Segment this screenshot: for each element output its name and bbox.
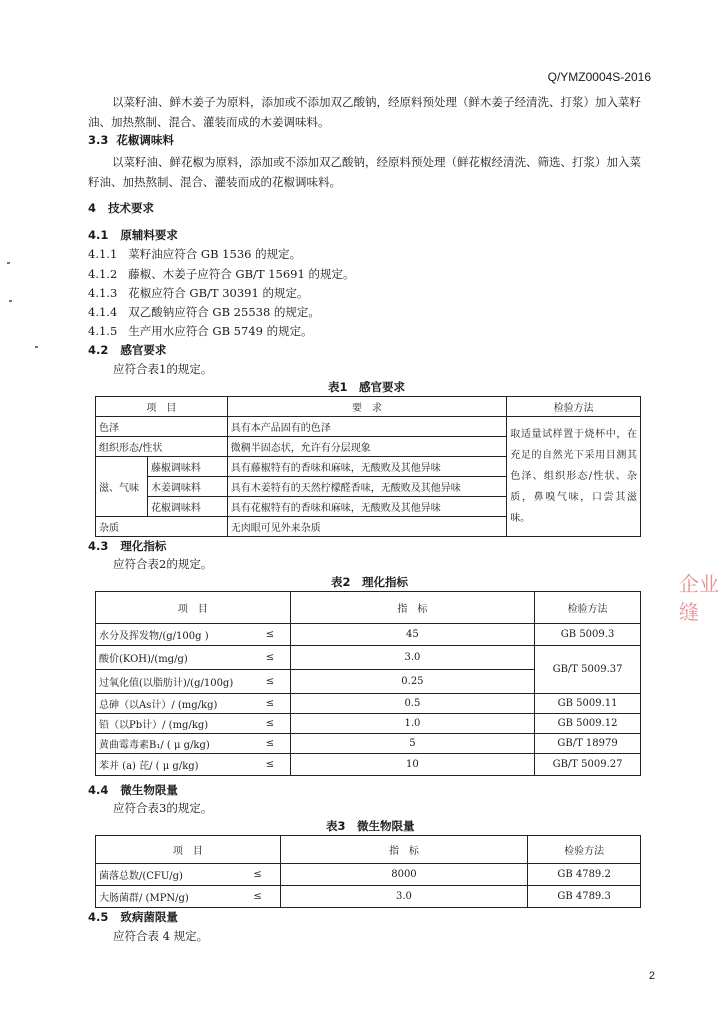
item-cell: 苯并 (a) 芘/ ( μ g/kg) xyxy=(96,754,251,776)
section-title: 原辅料要求 xyxy=(120,228,178,242)
method-cell: GB 5009.12 xyxy=(535,714,641,734)
value-cell: 0.25 xyxy=(290,670,534,694)
req-number: 4.1.4 xyxy=(88,305,118,319)
row-requirement: 具有藤椒特有的香味和麻味，无酸败及其他异味 xyxy=(227,457,506,477)
row-label: 杂质 xyxy=(96,517,228,537)
row-requirement: 具有木姜特有的天然柠檬醛香味，无酸败及其他异味 xyxy=(227,477,506,497)
req-text: 菜籽油应符合 GB 1536 的规定。 xyxy=(128,247,302,261)
stamp-text-1: 企业 xyxy=(679,572,719,596)
le-sign: ≤ xyxy=(250,754,290,776)
item-cell: 菌落总数/(CFU/g) xyxy=(96,864,236,886)
value-cell: 10 xyxy=(290,754,534,776)
section-number: 4 xyxy=(88,201,97,215)
table-row xyxy=(96,624,641,646)
method-cell: GB/T 18979 xyxy=(535,734,641,754)
method-cell: GB 4789.2 xyxy=(528,864,641,886)
section-4-heading xyxy=(88,200,154,216)
header-method: 检验方法 xyxy=(535,592,641,624)
item-cell: 铅（以Pb计）/ (mg/kg) xyxy=(96,714,251,734)
row-sublabel: 花椒调味料 xyxy=(147,497,227,517)
table-row xyxy=(96,886,641,908)
section-number: 4.3 xyxy=(88,539,109,553)
header-method: 检验方法 xyxy=(528,836,641,864)
item-cell: 酸价(KOH)/(mg/g) xyxy=(96,646,251,670)
section-number: 4.1 xyxy=(88,228,109,242)
method-cell: GB/T 5009.37 xyxy=(535,646,641,694)
req-4-1-1 xyxy=(88,246,301,262)
section-4-2-heading xyxy=(88,342,166,358)
header-index: 指 标 xyxy=(290,592,534,624)
section-4-3-heading xyxy=(88,538,166,554)
physchem-table xyxy=(95,591,641,776)
section-4-5-note: 应符合表 4 规定。 xyxy=(113,929,209,943)
row-requirement: 具有本产品固有的色泽 xyxy=(227,417,506,437)
row-sublabel: 木姜调味料 xyxy=(147,477,227,497)
le-sign: ≤ xyxy=(235,886,280,908)
req-4-1-2 xyxy=(88,266,354,282)
header-item: 项 目 xyxy=(96,592,291,624)
section-number: 4.5 xyxy=(88,910,109,924)
table1-caption: 表1 感官要求 xyxy=(328,380,406,394)
header-method: 检验方法 xyxy=(507,397,641,417)
section-4-2-note: 应符合表1的规定。 xyxy=(113,362,213,376)
value-cell: 3.0 xyxy=(290,646,534,670)
table-header-row xyxy=(96,397,641,417)
section-title: 感官要求 xyxy=(120,343,167,357)
header-requirement: 要 求 xyxy=(227,397,506,417)
section-number: 4.4 xyxy=(88,783,109,797)
value-cell: 3.0 xyxy=(280,886,527,908)
req-text: 双乙酸钠应符合 GB 25538 的规定。 xyxy=(128,305,320,319)
table-row xyxy=(96,754,641,776)
table-header-row xyxy=(96,836,641,864)
section-number: 3.3 xyxy=(88,133,109,147)
req-4-1-5 xyxy=(88,323,313,339)
le-sign: ≤ xyxy=(235,864,280,886)
le-sign: ≤ xyxy=(250,734,290,754)
section-title: 技术要求 xyxy=(108,201,155,215)
item-cell: 黄曲霉毒素B₁/ ( μ g/kg) xyxy=(96,734,251,754)
le-sign: ≤ xyxy=(250,714,290,734)
req-text: 花椒应符合 GB/T 30391 的规定。 xyxy=(128,286,309,300)
value-cell: 1.0 xyxy=(290,714,534,734)
section-4-1-heading xyxy=(88,227,178,243)
req-4-1-4 xyxy=(88,304,320,320)
table-row xyxy=(96,646,641,670)
section-title: 致病菌限量 xyxy=(120,910,178,924)
req-number: 4.1.3 xyxy=(88,286,118,300)
req-number: 4.1.5 xyxy=(88,324,118,338)
scan-speck xyxy=(7,262,10,264)
value-cell: 45 xyxy=(290,624,534,646)
method-cell: GB 5009.3 xyxy=(535,624,641,646)
row-label: 色泽 xyxy=(96,417,228,437)
table-row xyxy=(96,734,641,754)
item-cell: 水分及挥发物/(g/100g ) xyxy=(96,624,251,646)
section-title: 理化指标 xyxy=(120,539,167,553)
section-3-3-paragraph: 以菜籽油、鲜花椒为原料，添加或不添加双乙酸钠，经原料预处理（鲜花椒经清洗、筛选、打浆）加入菜籽油、加热熬制、混合、灌装而成的花椒调味料。 xyxy=(88,155,641,189)
row-sublabel: 藤椒调味料 xyxy=(147,457,227,477)
smell-label: 滋、气味 xyxy=(96,457,148,517)
row-requirement: 具有花椒特有的香味和麻味，无酸败及其他异味 xyxy=(227,497,506,517)
table-row xyxy=(96,417,641,437)
value-cell: 0.5 xyxy=(290,694,534,714)
header-index: 指 标 xyxy=(280,836,527,864)
section-4-5-heading xyxy=(88,909,178,925)
section-4-4-note: 应符合表3的规定。 xyxy=(113,801,213,815)
document-id: Q/YMZ0004S-2016 xyxy=(547,70,651,84)
le-sign: ≤ xyxy=(250,624,290,646)
table-header-row xyxy=(96,592,641,624)
req-text: 生产用水应符合 GB 5749 的规定。 xyxy=(128,324,313,338)
section-4-3-note: 应符合表2的规定。 xyxy=(113,557,213,571)
method-cell: GB/T 5009.27 xyxy=(535,754,641,776)
section-4-4-heading xyxy=(88,782,178,798)
value-cell: 5 xyxy=(290,734,534,754)
row-requirement: 微稠半固态状，允许有分层现象 xyxy=(227,437,506,457)
stamp-text-2: 缝 xyxy=(679,600,699,624)
section-number: 4.2 xyxy=(88,343,109,357)
method-cell: GB 5009.11 xyxy=(535,694,641,714)
header-item: 项 目 xyxy=(96,397,228,417)
req-4-1-3 xyxy=(88,285,308,301)
row-label: 组织形态/性状 xyxy=(96,437,228,457)
intro-paragraph: 以菜籽油、鲜木姜子为原料，添加或不添加双乙酸钠，经原料预处理（鲜木姜子经清洗、打浆）加入菜籽油、加热熬制、混合、灌装而成的木姜调味料。 xyxy=(88,95,641,129)
header-item: 项 目 xyxy=(96,836,281,864)
table-row xyxy=(96,714,641,734)
section-title: 微生物限量 xyxy=(120,783,178,797)
section-3-3-heading xyxy=(88,132,174,148)
le-sign: ≤ xyxy=(250,646,290,670)
method-cell: 取适量试样置于烧杯中，在充足的自然光下采用目测其色泽、组织形态/性状、杂质，鼻嗅气味，口尝其滋味。 xyxy=(507,417,641,537)
item-cell: 大肠菌群/ (MPN/g) xyxy=(96,886,236,908)
req-number: 4.1.2 xyxy=(88,267,118,281)
table3-caption: 表3 微生物限量 xyxy=(326,819,415,833)
section-title: 花椒调味料 xyxy=(116,133,174,147)
table2-caption: 表2 理化指标 xyxy=(331,575,409,589)
scan-speck xyxy=(9,300,12,302)
sensory-table xyxy=(95,396,641,537)
microbe-table xyxy=(95,835,641,908)
seal-stamp xyxy=(679,570,721,640)
item-cell: 总砷（以As计）/ (mg/kg) xyxy=(96,694,251,714)
table-row xyxy=(96,864,641,886)
le-sign: ≤ xyxy=(250,670,290,694)
req-number: 4.1.1 xyxy=(88,247,118,261)
row-requirement: 无肉眼可见外来杂质 xyxy=(227,517,506,537)
method-cell: GB 4789.3 xyxy=(528,886,641,908)
page-number: 2 xyxy=(648,970,655,982)
le-sign: ≤ xyxy=(250,694,290,714)
item-cell: 过氧化值(以脂肪计)/(g/100g) xyxy=(96,670,251,694)
scan-speck xyxy=(35,346,38,348)
value-cell: 8000 xyxy=(280,864,527,886)
req-text: 藤椒、木姜子应符合 GB/T 15691 的规定。 xyxy=(128,267,355,281)
table-row xyxy=(96,694,641,714)
